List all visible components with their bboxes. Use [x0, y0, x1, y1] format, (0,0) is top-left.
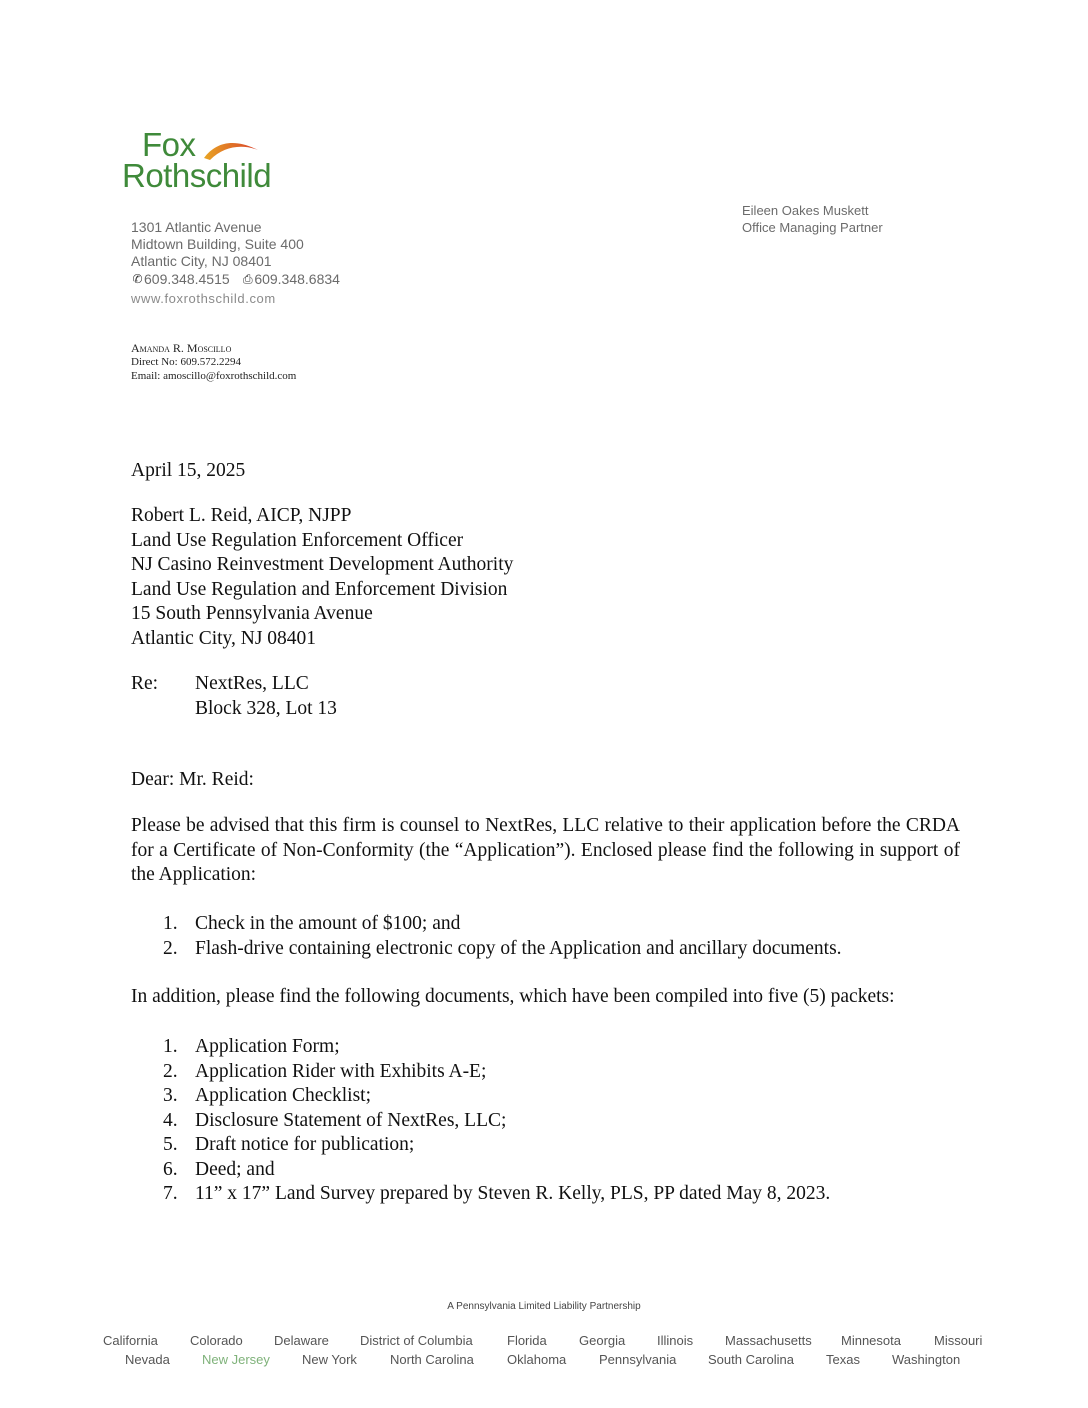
printer-icon: ⎙ [243, 271, 253, 286]
list-item: 6. Deed; and [163, 1158, 275, 1180]
state-label: Illinois [657, 1333, 694, 1348]
list-item: 1. Application Form; [163, 1036, 340, 1057]
office-address [131, 219, 340, 288]
letter-date: April 15, 2025 [131, 460, 246, 481]
list-item: 7. 11” x 17” Land Survey prepared by Steven R. Kelly, PLS, PP dated May 8, 2023. [163, 1183, 831, 1204]
state-label: New York [302, 1352, 357, 1367]
list-item: 4. Disclosure Statement of NextRes, LLC; [163, 1109, 507, 1131]
state-label: Missouri [934, 1333, 983, 1348]
list-item: 5. Draft notice for publication; [163, 1134, 415, 1155]
state-label: Nevada [125, 1352, 170, 1367]
logo-text-rothschild: Rothschild [122, 157, 272, 194]
partnership-note: A Pennsylvania Limited Liability Partnership [447, 1301, 641, 1312]
recipient-line: Land Use Regulation and Enforcement Division [131, 578, 508, 600]
state-label: Georgia [579, 1333, 626, 1348]
logo-text-fox: Fox [142, 126, 196, 163]
recipient-block [131, 504, 513, 651]
recipient-line: 15 South Pennsylvania Avenue [131, 603, 373, 624]
phone-icon: ✆ [132, 271, 143, 286]
recipient-line: Robert L. Reid, AICP, NJPP [131, 505, 352, 526]
state-label: Florida [507, 1333, 547, 1348]
state-label: Washington [892, 1352, 961, 1367]
paragraph-intro: Please be advised that this firm is counsel to NextRes, LLC relative to their application before the CRDA for a Certificate of Non-Conformity (the “Application”). Enclosed please find the following in support of the Application: [131, 815, 960, 885]
re-line: Block 328, Lot 13 [195, 697, 337, 719]
address-line: Midtown Building, Suite 400 [131, 236, 304, 252]
list-item: 2. Application Rider with Exhibits A-E; [163, 1060, 487, 1082]
re-label: Re: [131, 673, 159, 694]
attorney-info [131, 341, 296, 383]
partner-name: Eileen Oakes Muskett [742, 203, 869, 218]
state-label-current: New Jersey [202, 1352, 270, 1367]
address-line: 1301 Atlantic Avenue [131, 219, 262, 235]
recipient-line: NJ Casino Reinvestment Development Authority [131, 554, 514, 575]
paragraph-documents: In addition, please find the following documents, which have been compiled into five (5) packets: [131, 986, 895, 1007]
state-label: Massachusetts [725, 1333, 812, 1348]
state-label: California [103, 1333, 158, 1348]
state-label: District of Columbia [360, 1333, 473, 1348]
state-label: Pennsylvania [599, 1352, 677, 1367]
attorney-direct: Direct No: 609.572.2294 [131, 356, 241, 368]
fox-rothschild-logo [122, 128, 302, 196]
state-label: Oklahoma [507, 1352, 567, 1367]
fax-number: 609.348.6834 [254, 270, 340, 287]
website-link[interactable]: www.foxrothschild.com [131, 291, 276, 306]
state-label: South Carolina [708, 1352, 794, 1367]
state-label: North Carolina [390, 1352, 474, 1367]
attorney-email: Email: amoscillo@foxrothschild.com [131, 370, 297, 382]
list-item: 3. Application Checklist; [163, 1085, 372, 1106]
documents-list [131, 1035, 960, 1207]
attorney-name: Amanda R. Moscillo [131, 341, 232, 355]
state-label: Minnesota [841, 1333, 901, 1348]
recipient-line: Land Use Regulation Enforcement Officer [131, 529, 464, 551]
contact-numbers [131, 270, 340, 288]
phone-number: 609.348.4515 [144, 270, 230, 287]
state-label: Delaware [274, 1333, 329, 1348]
list-item: 1. Check in the amount of $100; and [163, 913, 461, 934]
state-label: Texas [826, 1352, 860, 1367]
enclosures-list [131, 912, 960, 961]
state-label: Colorado [190, 1333, 243, 1348]
salutation: Dear: Mr. Reid: [131, 769, 254, 790]
list-item: 2. Flash-drive containing electronic copy of the Application and ancillary documents. [163, 937, 842, 959]
managing-partner [742, 202, 883, 236]
recipient-line: Atlantic City, NJ 08401 [131, 627, 317, 649]
partner-title: Office Managing Partner [742, 220, 883, 235]
address-line: Atlantic City, NJ 08401 [131, 253, 272, 269]
re-line: NextRes, LLC [195, 673, 309, 694]
